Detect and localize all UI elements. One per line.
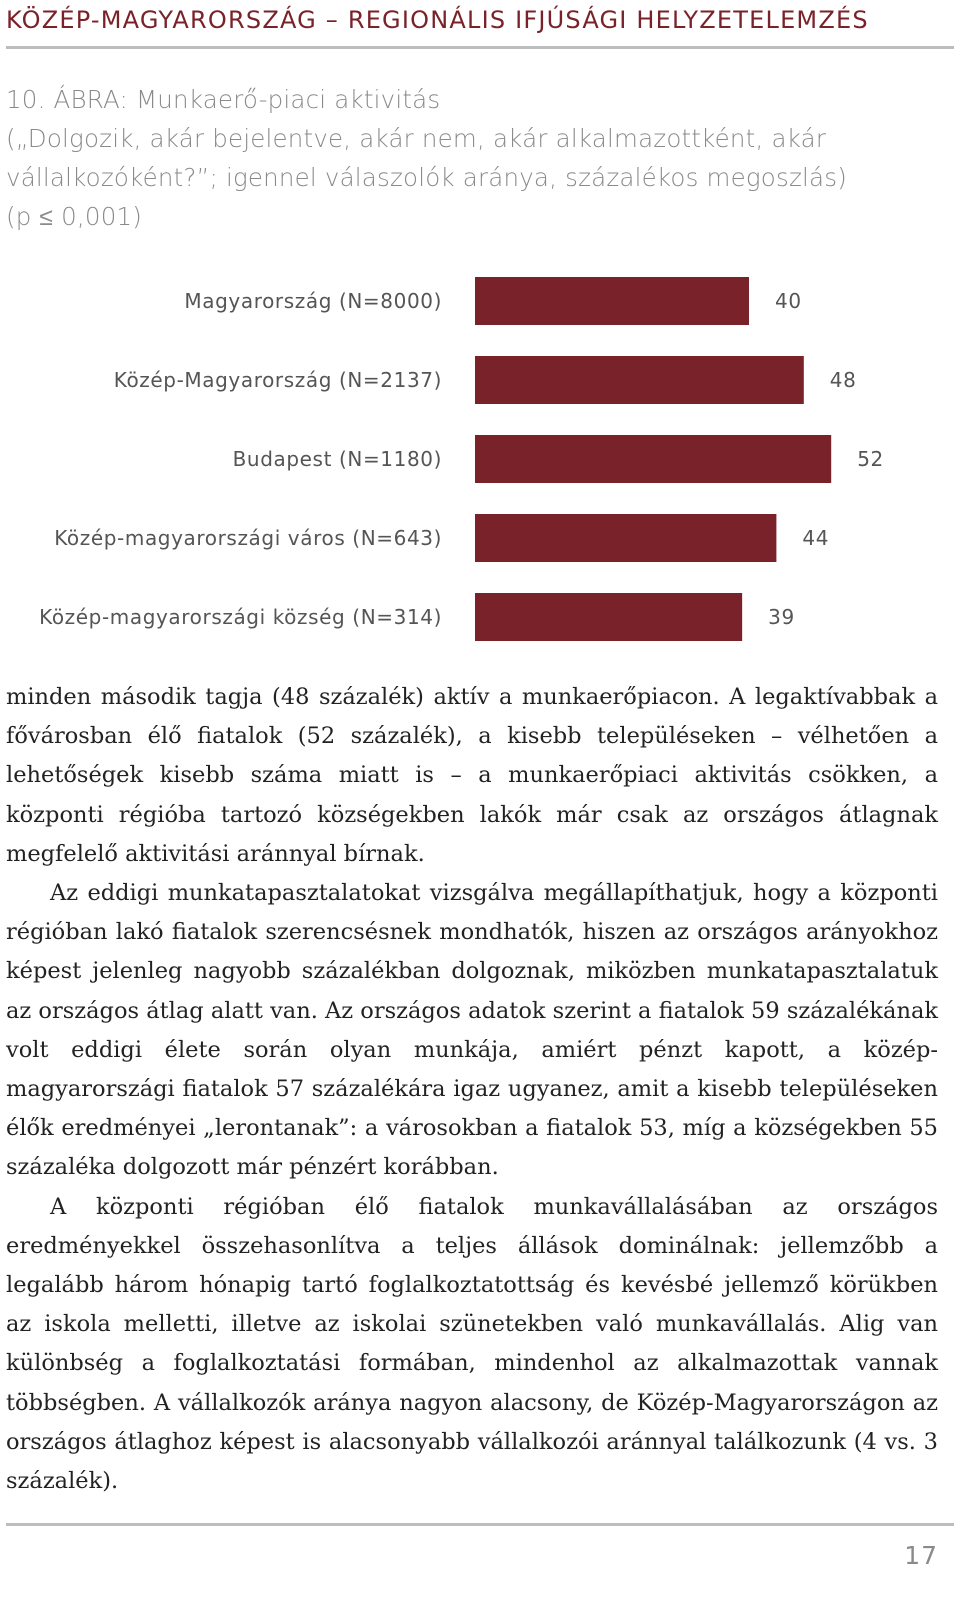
bar <box>475 435 831 483</box>
category-label: Közép-Magyarország (N=2137) <box>113 368 442 392</box>
figure-title-line: 10. ÁBRA: Munkaerő-piaci aktivitás <box>6 85 441 114</box>
category-label: Közép-magyarországi község (N=314) <box>39 605 442 629</box>
body-text <box>6 678 938 1501</box>
value-label: 40 <box>775 289 802 313</box>
category-label: Közép-magyarországi város (N=643) <box>54 526 442 550</box>
bar <box>475 593 742 641</box>
bar <box>475 277 749 325</box>
value-label: 52 <box>857 447 884 471</box>
body-paragraph: A központi régióban élő fiatalok munkavállalásában az országos eredményekkel összehasonlítva a teljes állások dominálnak: jellemzőbb a legalább három hónapig tartó foglalkoztatottság és kevésbé jellemző körükben az iskola melletti, illetve az iskolai szünetekben való munkavállalás. Alig van különbség a foglalkoztatási formában, mindenhol az alkalmazottak vannak többségben. A vállalkozók aránya nagyon alacsony, de Közép-Magyarországon az országos átlaghoz képest is alacsonyabb vállalkozói aránnyal találkozunk (4 vs. 3 százalék). <box>6 1193 938 1495</box>
category-label: Magyarország (N=8000) <box>184 289 442 313</box>
figure-title-line: vállalkozóként?”; igennel válaszolók aránya, százalékos megoszlás) <box>6 163 847 192</box>
footer-divider <box>6 1523 954 1526</box>
figure-title-line: (p ≤ 0,001) <box>6 202 143 231</box>
value-label: 44 <box>802 526 830 550</box>
value-label: 48 <box>829 368 857 392</box>
bar <box>475 514 776 562</box>
figure-title-line: („Dolgozik, akár bejelentve, akár nem, akár alkalmazottként, akár <box>6 124 827 153</box>
category-label: Budapest (N=1180) <box>232 447 442 471</box>
figure-title <box>6 80 946 236</box>
page-number: 17 <box>904 1541 938 1570</box>
activity-bar-chart <box>0 270 960 650</box>
running-header: KÖZÉP-MAGYARORSZÁG – REGIONÁLIS IFJÚSÁGI HELYZETELEMZÉS <box>6 6 869 34</box>
bar <box>475 356 804 404</box>
value-label: 39 <box>768 605 795 629</box>
header-divider <box>6 46 954 49</box>
body-paragraph: minden második tagja (48 százalék) aktív a munkaerőpiacon. A legaktívabbak a fővárosban élő fiatalok (52 százalék), a kisebb településeken – vélhetően a lehetőségek kisebb száma miatt is – a munkaerőpiaci aktivitás csökken, a központi régióba tartozó községekben lakók már csak az országos átlagnak megfelelő aktivitási aránnyal bírnak. <box>6 684 938 867</box>
body-paragraph: Az eddigi munkatapasztalatokat vizsgálva megállapíthatjuk, hogy a központi régióban lakó fiatalok szerencsésnek mondhatók, hiszen az országos arányokhoz képest jelenleg nagyobb százalékban dolgoznak, miközben munkatapasztalatuk az országos átlag alatt van. Az országos adatok szerint a fiatalok 59 százalékának volt eddigi élete során olyan munkája, amiért pénzt kapott, a közép-magyarországi fiatalok 57 százalékára igaz ugyanez, amit a kisebb településeken élők eredményei „lerontanak”: a városokban a fiatalok 53, míg a községekben 55 százaléka dolgozott már pénzért korábban. <box>6 880 938 1181</box>
